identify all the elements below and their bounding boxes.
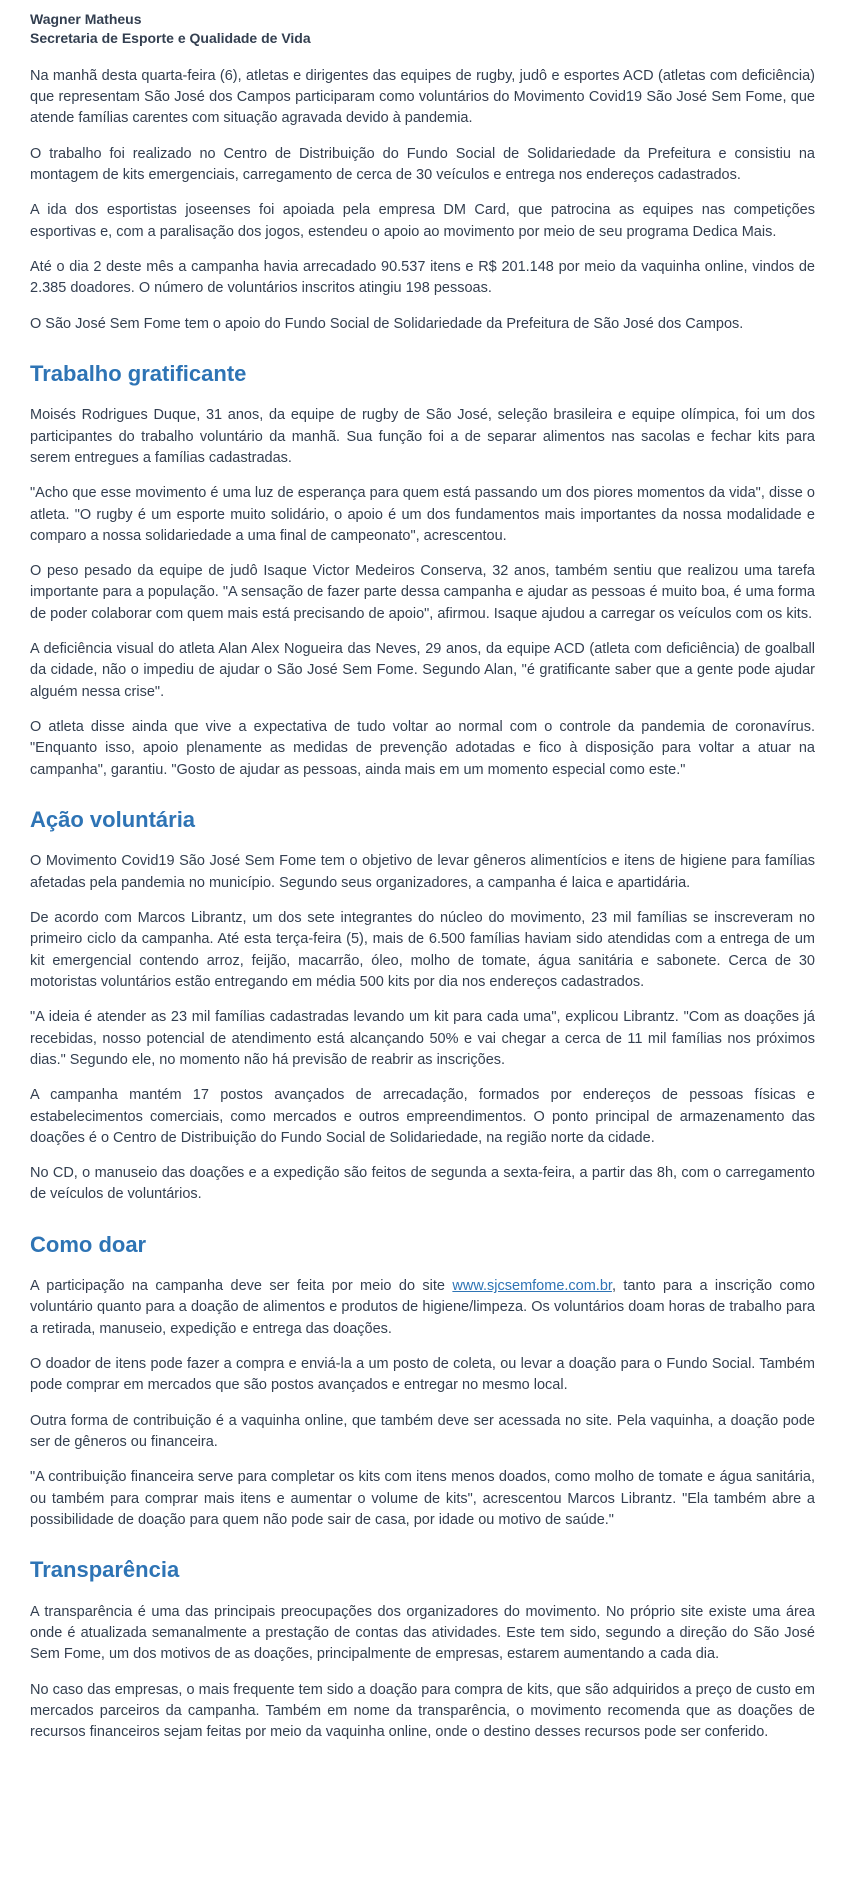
- intro-paragraph: Até o dia 2 deste mês a campanha havia arrecadado 90.537 itens e R$ 201.148 por meio da vaquinha online, vindos de 2.385 doadores. O número de voluntários inscritos atingiu 198 pessoas.: [30, 258, 815, 297]
- section-heading-trabalho-gratificante: Trabalho gratificante: [30, 360, 247, 386]
- intro-paragraph: O São José Sem Fome tem o apoio do Fundo Social de Solidariedade da Prefeitura de São José dos Campos.: [30, 315, 744, 332]
- section-como-doar: [30, 1232, 815, 1532]
- paragraph: O doador de itens pode fazer a compra e enviá-la a um posto de coleta, ou levar a doação para o Fundo Social. Também pode comprar em mercados que são postos avançados e entregar no mesmo local.: [30, 1356, 815, 1394]
- paragraph: "A ideia é atender as 23 mil famílias cadastradas levando um kit para cada uma", explicou Librantz. "Com as doações já recebidas, nosso potencial de atendimento está alcançando 50% e vai chegar a cerca de 11 mil famílias nos próximos dias." Segundo ele, no momento não há previsão de reabrir as inscrições.: [30, 1009, 815, 1068]
- paragraph: No CD, o manuseio das doações e a expedição são feitos de segunda a sexta-feira, a partir das 8h, com o carregamento de veículos de voluntários.: [30, 1165, 815, 1203]
- paragraph: O peso pesado da equipe de judô Isaque Victor Medeiros Conserva, 32 anos, também sentiu que realizou uma tarefa importante para a população. "A sensação de fazer parte dessa campanha e ajudar as pessoas é muito boa, é uma forma de poder colaborar com quem mais está precisando de apoio", afirmou. Isaque ajudou a carregar os veículos com os kits.: [30, 563, 815, 622]
- paragraph: "Acho que esse movimento é uma luz de esperança para quem está passando um dos piores momentos da vida", disse o atleta. "O rugby é um esporte muito solidário, o apoio é um dos fundamentos mais importantes da nossa modalidade e comparo a nossa solidariedade a uma final de campeonato", acrescentou.: [30, 485, 815, 544]
- section-heading-acao-voluntaria: Ação voluntária: [30, 806, 196, 832]
- paragraph-text-before-link: A participação na campanha deve ser feita por meio do site: [30, 1278, 453, 1295]
- paragraph: De acordo com Marcos Librantz, um dos sete integrantes do núcleo do movimento, 23 mil famílias se inscreveram no primeiro ciclo da campanha. Até esta terça-feira (5), mais de 6.500 famílias haviam sido atendidas com a entrega de um kit emergencial contendo arroz, feijão, macarrão, óleo, molho de tomate, água sanitária e sabonete. Cerca de 30 motoristas voluntários estão entregando em média 500 kits por dia nos endereços cadastrados.: [30, 910, 815, 990]
- paragraph: A transparência é uma das principais preocupações dos organizadores do movimento. No próprio site existe uma área onde é atualizada semanalmente a prestação de contas das atividades. Este tem sido, segundo a direção do São José Sem Fome, um dos motivos de as doações, principalmente de empresas, estarem aumentando a cada dia.: [30, 1603, 815, 1663]
- section-heading-transparencia: Transparência: [30, 1557, 180, 1583]
- intro-paragraph: A ida dos esportistas joseenses foi apoiada pela empresa DM Card, que patrocina as equipes nas competições esportivas e, com a paralisação dos jogos, estendeu o apoio ao movimento por meio de seu programa Dedica Mais.: [30, 202, 815, 240]
- paragraph-text-after-link: , tanto para a inscrição como voluntário quanto para a doação de alimentos e produtos de higiene/limpeza. Os voluntários doam horas de trabalho para a retirada, manuseio, expedição e entrega das doações.: [30, 1278, 815, 1337]
- section-heading-como-doar: Como doar: [30, 1231, 147, 1257]
- paragraph: O Movimento Covid19 São José Sem Fome tem o objetivo de levar gêneros alimentícios e itens de higiene para famílias afetadas pela pandemia no município. Segundo seus organizadores, a campanha é laica e apartidária.: [30, 853, 815, 891]
- author-name: Wagner Matheus: [30, 11, 142, 27]
- article-byline: [30, 10, 815, 48]
- section-trabalho-gratificante: [30, 361, 815, 781]
- author-department: Secretaria de Esporte e Qualidade de Vida: [30, 29, 311, 46]
- paragraph: "A contribuição financeira serve para completar os kits com itens menos doados, como molho de tomate e água sanitária, ou também para comprar mais itens e aumentar o volume de kits", acrescentou Marcos Librantz. "Ela também abre a possibilidade de doação para quem não pode sair de casa, por idade ou motivo de saúde.": [30, 1469, 815, 1528]
- paragraph: A deficiência visual do atleta Alan Alex Nogueira das Neves, 29 anos, da equipe ACD (atleta com deficiência) de goalball da cidade, não o impediu de ajudar o São José Sem Fome. Segundo Alan, "é gratificante saber que a gente pode ajudar alguém nessa crise".: [30, 641, 815, 700]
- section-transparencia: [30, 1557, 815, 1743]
- intro-paragraph: O trabalho foi realizado no Centro de Distribuição do Fundo Social de Solidariedade da Prefeitura e consistiu na montagem de kits emergenciais, carregamento de cerca de 30 veículos e entrega nos endereços cadastrados.: [30, 145, 815, 184]
- paragraph: O atleta disse ainda que vive a expectativa de tudo voltar ao normal com o controle da pandemia de coronavírus. "Enquanto isso, apoio plenamente as medidas de prevenção adotadas e fico à disposição para voltar a atuar na campanha", garantiu. "Gosto de ajudar as pessoas, ainda mais em um momento especial como este.": [30, 719, 815, 778]
- section-acao-voluntaria: [30, 807, 815, 1206]
- website-link[interactable]: www.sjcsemfome.com.br: [452, 1278, 612, 1295]
- paragraph: Moisés Rodrigues Duque, 31 anos, da equipe de rugby de São José, seleção brasileira e equipe olímpica, foi um dos participantes do trabalho voluntário da manhã. Sua função foi a de separar alimentos nas sacolas e fechar kits para serem entregues a famílias cadastradas.: [30, 407, 815, 466]
- intro-paragraph: Na manhã desta quarta-feira (6), atletas e dirigentes das equipes de rugby, judô e esportes ACD (atletas com deficiência) que representam São José dos Campos participaram como voluntários do Movimento Covid19 São José Sem Fome, que atende famílias carentes com situação agravada devido à pandemia.: [30, 67, 815, 127]
- paragraph-with-link: [30, 1276, 815, 1340]
- paragraph: No caso das empresas, o mais frequente tem sido a doação para compra de kits, que são adquiridos a preço de custo em mercados parceiros da campanha. Também em nome da transparência, o movimento recomenda que as doações de recursos financeiros sejam feitas por meio da vaquinha online, onde o destino desses recursos pode ser conferido.: [30, 1681, 815, 1741]
- paragraph: A campanha mantém 17 postos avançados de arrecadação, formados por endereços de pessoas físicas e estabelecimentos comerciais, como mercados e outros empreendimentos. O ponto principal de armazenamento das doações é o Centro de Distribuição do Fundo Social de Solidariedade, na região norte da cidade.: [30, 1087, 815, 1146]
- paragraph: Outra forma de contribuição é a vaquinha online, que também deve ser acessada no site. Pela vaquinha, a doação pode ser de gêneros ou financeira.: [30, 1412, 815, 1451]
